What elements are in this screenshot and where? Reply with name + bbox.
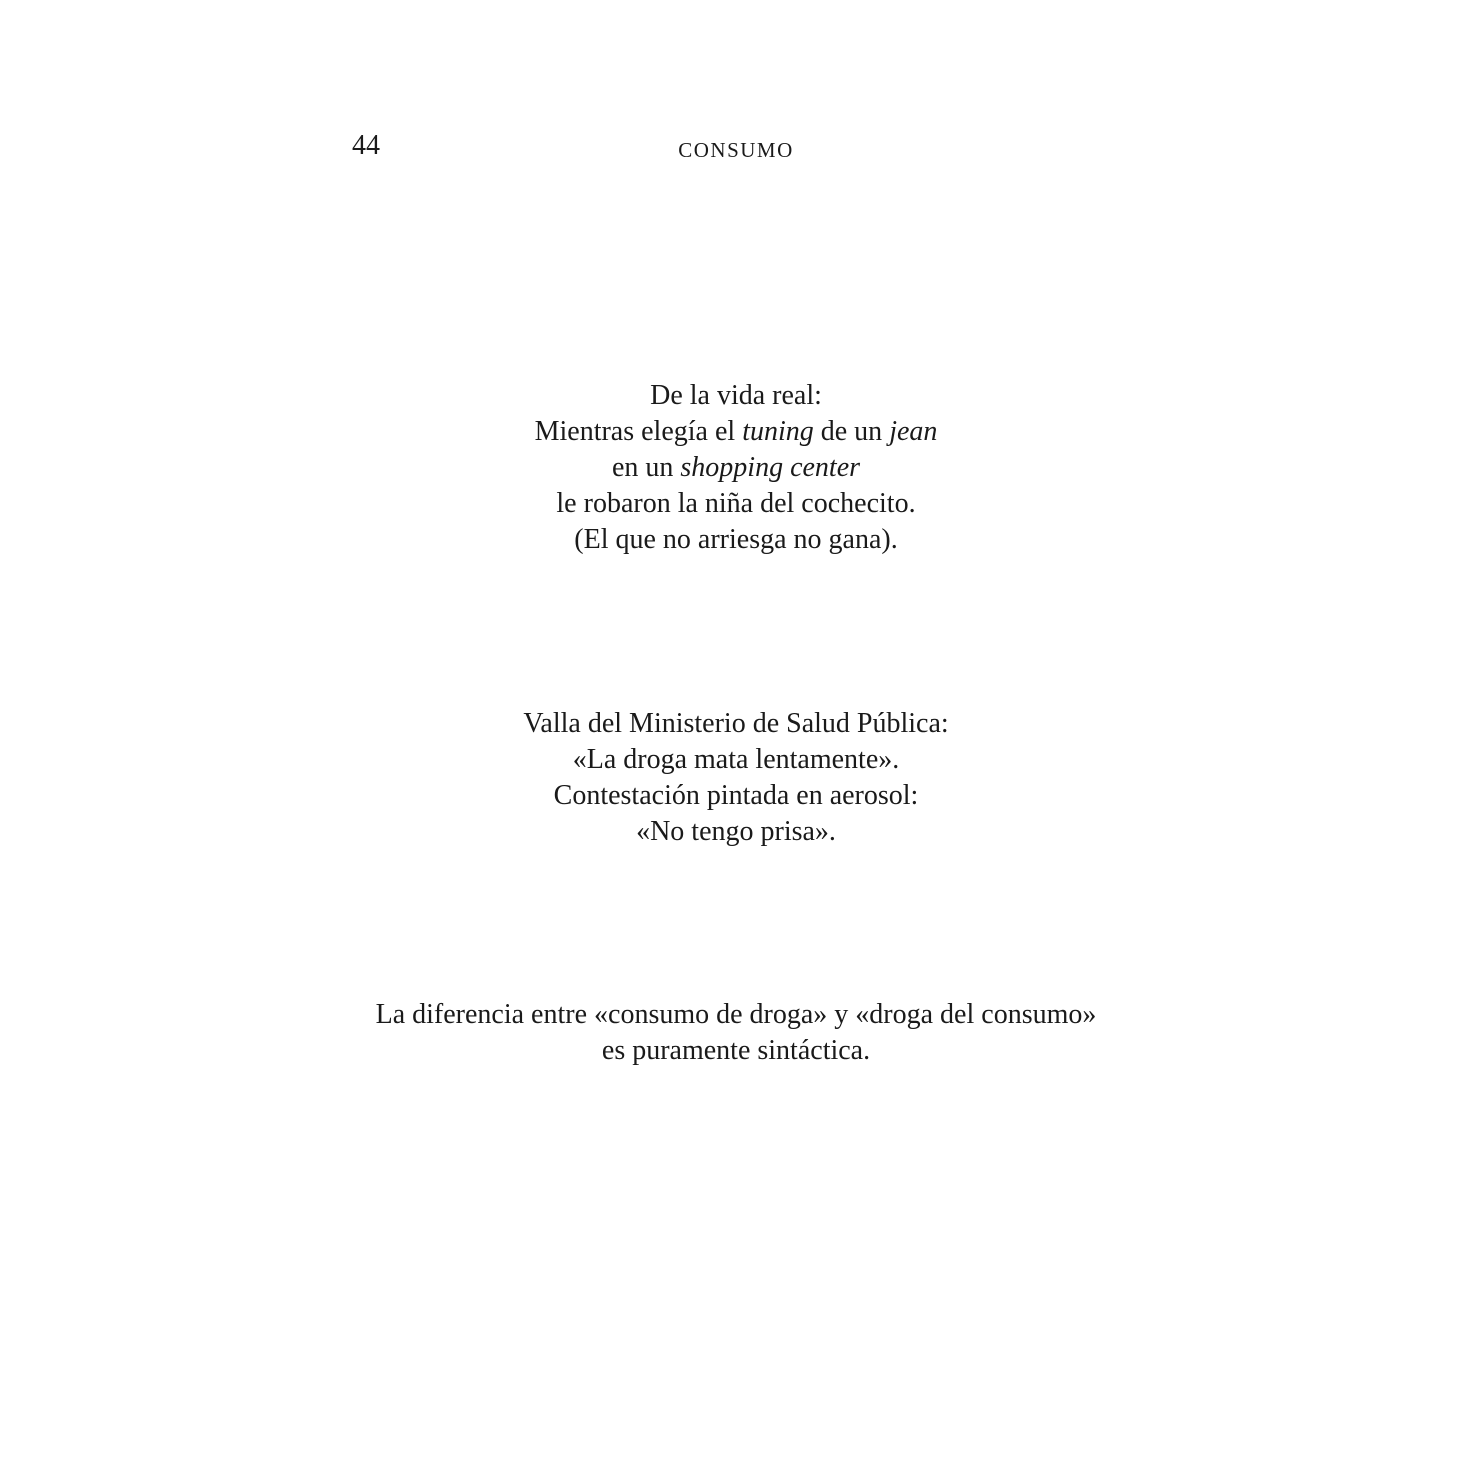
verse-line: «No tengo prisa». [636,816,836,847]
verse-line: le robaron la niña del cochecito. [556,488,916,519]
verse-text: de un [813,416,890,447]
italic-term: tuning [742,416,814,447]
verse-line: La diferencia entre «consumo de droga» y «droga del consumo» [375,999,1097,1030]
verse-text: en un [611,452,681,483]
italic-term: jean [889,416,938,447]
page-number: 44 [352,130,380,161]
stanza-diferencia [0,997,1472,1069]
verse-line: De la vida real: [650,380,822,411]
running-head: CONSUMO [678,138,794,162]
stanza-valla [0,706,1472,850]
verse-line: Contestación pintada en aerosol: [553,780,919,811]
verse-text: Mientras elegía el [534,416,743,447]
verse-line: «La droga mata lentamente». [572,744,900,775]
stanza-vida-real [0,378,1472,558]
verse-line: es puramente sintáctica. [601,1035,871,1066]
verse-line [0,450,1472,486]
verse-line: Valla del Ministerio de Salud Pública: [523,708,949,739]
italic-term: shopping center [680,452,861,483]
verse-line [0,414,1472,450]
verse-line: (El que no arriesga no gana). [574,524,898,555]
